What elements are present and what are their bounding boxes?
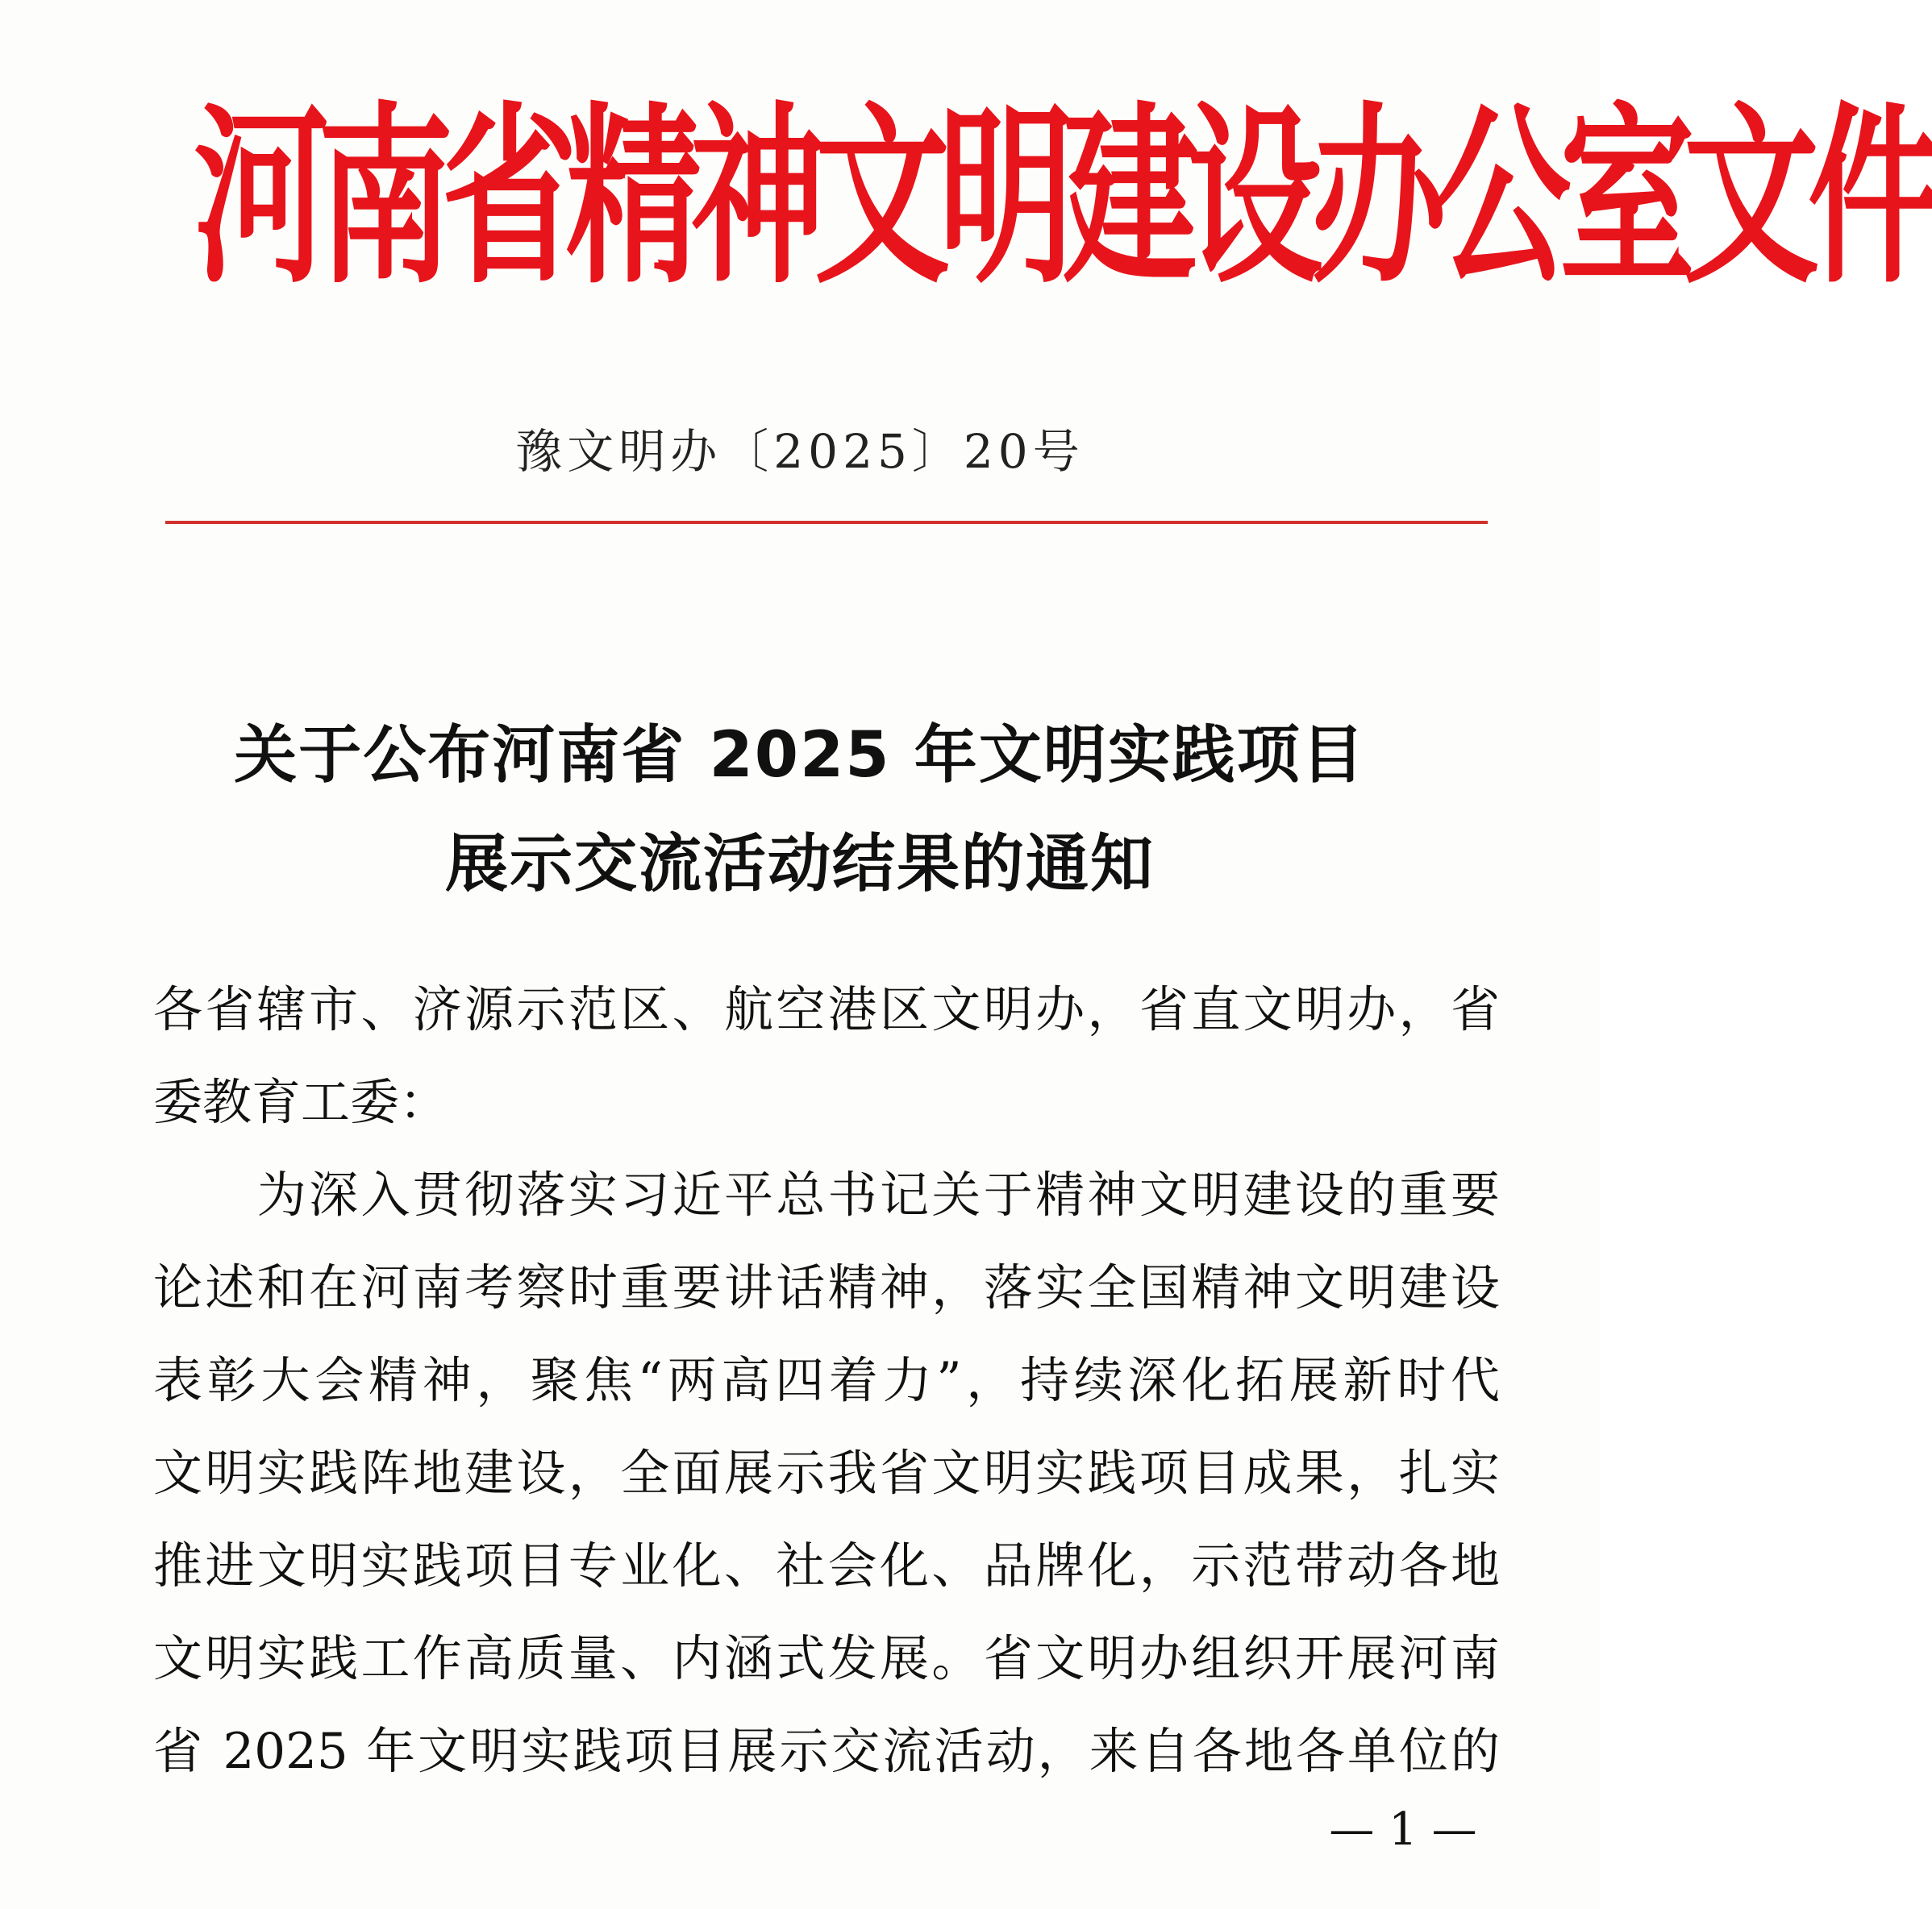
notice-title [0,701,1600,919]
notice-title-line-1: 关于公布河南省 2025 年文明实践项目 [234,719,1366,792]
body-line: 论述和在河南考察时重要讲话精神，落实全国精神文明建设 [153,1259,1500,1316]
issuing-office-header: 河南省精神文明建设办公室文件 [194,85,1932,310]
body-line: 文明实践阵地建设，全面展示我省文明实践项目成果，扎实 [153,1445,1500,1502]
body-line: 各省辖市、济源示范区、航空港区文明办，省直文明办，省 [153,981,1500,1038]
body-line: 省 2025 年文明实践项目展示交流活动，来自各地各单位的 [153,1723,1500,1780]
body-line: 文明实践工作高质量、内涵式发展。省文明办组织开展河南 [153,1630,1500,1687]
body-line: 表彰大会精神，聚焦“两高四着力”，持续深化拓展新时代 [153,1352,1500,1409]
notice-title-line-2: 展示交流活动结果的通知 [444,828,1155,900]
body-line: 为深入贯彻落实习近平总书记关于精神文明建设的重要 [153,1167,1500,1224]
notice-body [153,963,1500,1798]
body-line: 委教育工委： [153,1074,449,1131]
document-number: 豫文明办〔2025〕20号 [515,424,1085,479]
red-divider-line [165,521,1488,524]
page-number: — 1 — [1329,1803,1477,1856]
body-line: 推进文明实践项目专业化、社会化、品牌化，示范带动各地 [153,1537,1500,1595]
